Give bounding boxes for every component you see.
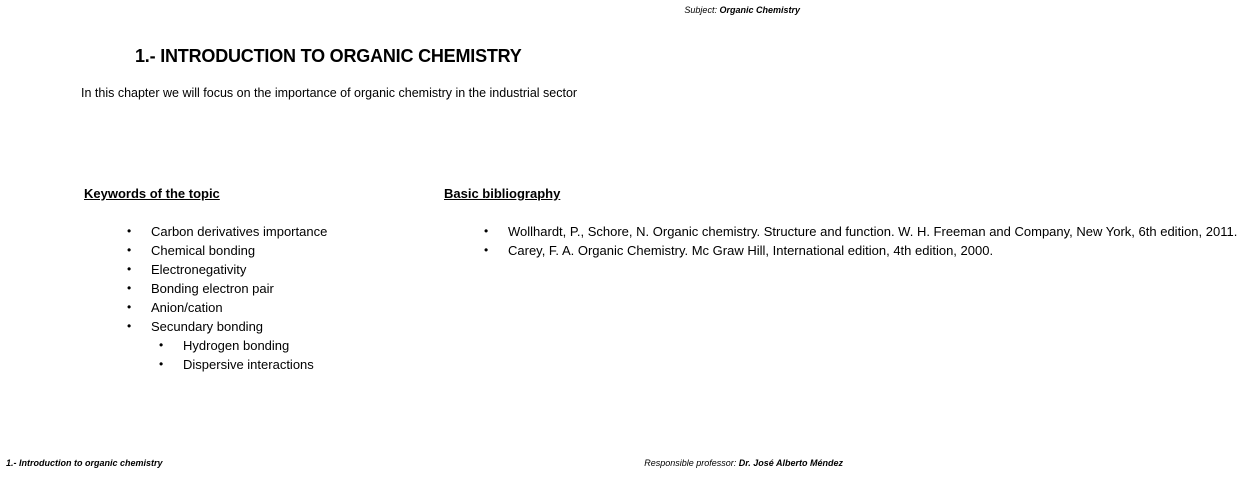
bibliography-item: • Carey, F. A. Organic Chemistry. Mc Graw Hill, International edition, 4th edition, 2000. [484, 241, 814, 260]
subject-name: Organic Chemistry [719, 5, 800, 15]
footer-professor [644, 458, 843, 468]
keyword-item: • Secundary bonding [127, 317, 327, 336]
subject-label-prefix: Subject: [684, 5, 717, 15]
keyword-item: • Chemical bonding [127, 241, 327, 260]
keyword-item: • Electronegativity [127, 260, 327, 279]
bibliography-list [484, 222, 1237, 260]
keyword-item: • Bonding electron pair [127, 279, 327, 298]
keyword-item: • Anion/cation [127, 298, 327, 317]
keywords-heading: Keywords of the topic [84, 186, 220, 201]
keywords-list [127, 222, 327, 374]
keyword-item: • Carbon derivatives importance [127, 222, 327, 241]
footer-chapter: 1.- Introduction to organic chemistry [6, 458, 163, 468]
intro-text: In this chapter we will focus on the importance of organic chemistry in the industrial sector [81, 86, 578, 100]
keyword-subitem: • Dispersive interactions [159, 355, 327, 374]
footer-professor-name: Dr. José Alberto Méndez [738, 458, 843, 468]
bibliography-heading: Basic bibliography [444, 186, 561, 201]
subject-label [684, 5, 800, 15]
keyword-subitem: • Hydrogen bonding [159, 336, 327, 355]
bibliography-item: • Wollhardt, P., Schore, N. Organic chemistry. Structure and function. W. H. Freeman and Company, New York, 6th edition, 2011. [484, 222, 814, 241]
page-title: 1.- INTRODUCTION TO ORGANIC CHEMISTRY [135, 46, 522, 66]
footer-professor-label: Responsible professor: [644, 458, 737, 468]
